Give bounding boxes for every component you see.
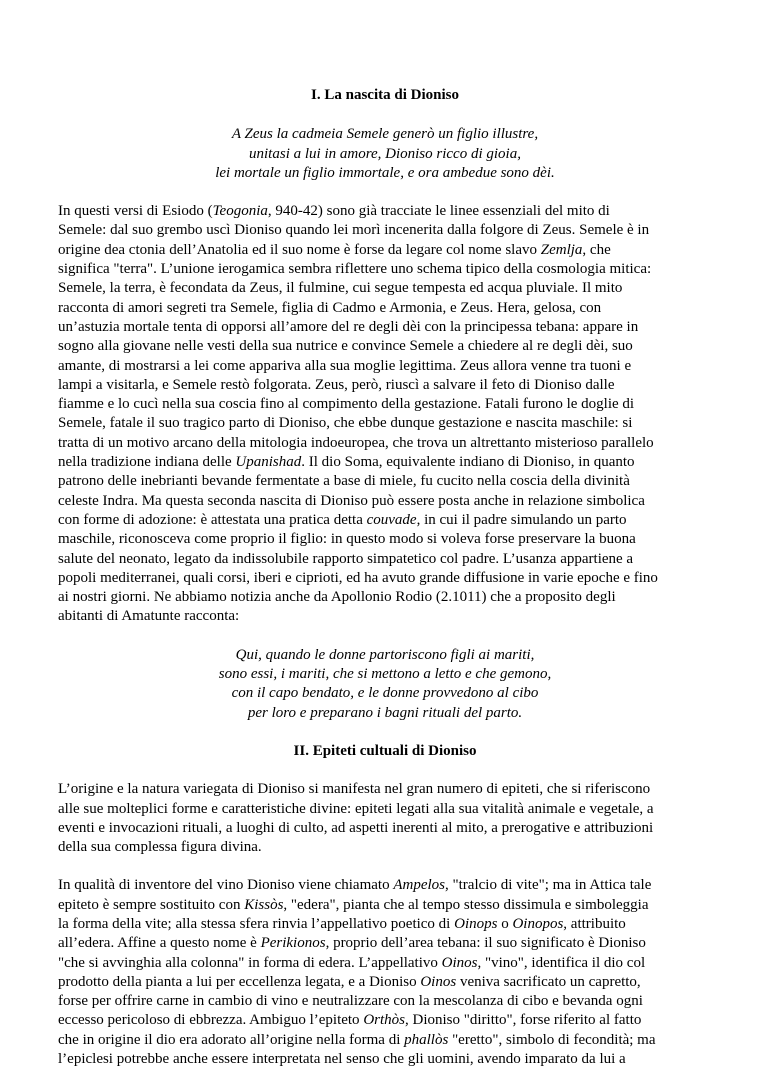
text-line: forse per offrire carne in cambio di vino e neutralizzare con la mescolanza di cibo e bevanda ogni	[58, 993, 643, 1010]
text-line: salute del neonato, legato da indissolubile rapporto simpatetico col padre. L’usanza appartiene a	[58, 550, 634, 567]
hesiod-verse	[58, 125, 712, 183]
text-line: Semele, la terra, è fecondata da Zeus, il fulmine, cui segue tempesta ed acqua pluviale. Il mito	[58, 280, 623, 297]
verse-line: per loro e preparano i bagni rituali del parto.	[247, 704, 523, 721]
verse-line: lei mortale un figlio immortale, e ora ambedue sono dèi.	[215, 164, 555, 181]
text-line: epiteto è sempre sostituito con Kissòs, "edera", pianta che al tempo stesso dissimula e simboleggia	[58, 896, 649, 913]
section-2-title: II. Epiteti cultuali di Dioniso	[293, 742, 477, 759]
section-2-paragraph-1	[58, 780, 712, 857]
text-line: popoli mediterranei, quali corsi, iberi e ciprioti, ed ha avuto grande diffusione in varie epoche e fino	[58, 569, 658, 586]
text-line: abitanti di Amatunte racconta:	[58, 608, 240, 625]
verse-line: A Zeus la cadmeia Semele generò un figlio illustre,	[231, 126, 539, 143]
section-2-paragraph-2	[58, 876, 712, 1069]
text-line: celeste Indra. Ma questa seconda nascita di Dioniso può essere posta anche in relazione simbolica	[58, 492, 645, 509]
text-line: un’astuzia mortale tenta di opporsi all’amore del re degli dèi con la principessa tebana: appare in	[58, 318, 639, 335]
text-line: Semele, fatale il suo tragico parto di Dioniso, che ebbe dunque gestazione e nascita maschile: si	[58, 415, 633, 432]
text-line: patrono delle inebrianti bevande fermentate a base di miele, fu cucito nella coscia della divinità	[58, 473, 630, 490]
text-line: racconta di amori segreti tra Semele, figlia di Cadmo e Armonia, e Zeus. Hera, gelosa, con	[58, 299, 602, 316]
verse-line: Qui, quando le donne partoriscono figli ai mariti,	[235, 646, 535, 663]
section-1-paragraph	[58, 202, 712, 627]
text-line: tratta di un motivo arcano della mitologia indoeuropea, che trova un altrettanto misterioso parallelo	[58, 434, 654, 451]
text-line: eventi e invocazioni rituali, a luoghi di culto, ad aspetti inerenti al mito, a prerogative e attribuzioni	[58, 819, 654, 836]
text-line: nella tradizione indiana delle Upanishad. Il dio Soma, equivalente indiano di Dioniso, in quanto	[58, 454, 635, 471]
text-line: maschile, riconosceva come proprio il figlio: in questo modo si voleva forse preservare la buona	[58, 531, 636, 548]
verse-line: sono essi, i mariti, che si mettono a letto e che gemono,	[218, 666, 552, 683]
text-line: con forme di adozione: è attestata una pratica detta couvade, in cui il padre simulando un parto	[58, 511, 627, 528]
text-line: "che si avvinghia alla colonna" in forma di edera. L’appellativo Oinos, "vino", identifica il dio col	[58, 954, 646, 971]
text-line: prodotto della pianta a lui per eccellenza legata, e a Dioniso Oinos veniva sacrificato un capretto,	[58, 973, 641, 990]
text-line: significa "terra". L’unione ierogamica sembra riflettere uno schema tipico della cosmologia mitica:	[58, 261, 652, 278]
text-line: della sua complessa figura divina.	[58, 839, 262, 856]
text-line: L’origine e la natura variegata di Dioniso si manifesta nel gran numero di epiteti, che si riferiscono	[58, 781, 651, 798]
verse-line: con il capo bendato, e le donne provvedono al cibo	[231, 685, 539, 702]
text-line: l’epiclesi potrebbe anche essere interpretata nel senso che gli uomini, avendo imparato da lui a	[58, 1051, 626, 1068]
text-line: all’edera. Affine a questo nome è Perikionos, proprio dell’area tebana: il suo significato è Dioniso	[58, 935, 646, 952]
text-line: che in origine il dio era adorato all’origine nella forma di phallòs "eretto", simbolo di fecondità; ma	[58, 1031, 656, 1048]
text-line: sogno alla giovane nelle vesti della sua nutrice e convince Semele a chiedere al re degli dèi, suo	[58, 338, 633, 355]
text-line: ai nostri giorni. Ne abbiamo notizia anche da Apollonio Rodio (2.1011) che a proposito degli	[58, 589, 616, 606]
verse-line: unitasi a lui in amore, Dioniso ricco di gioia,	[249, 145, 521, 162]
text-line: origine dea ctonia dell’Anatolia ed il suo nome è forse da legare col nome slavo Zemlja, che	[58, 241, 611, 258]
text-line: amante, di mostrarsi a lei come appariva alla sua moglie legittima. Zeus allora venne tra tuoni e	[58, 357, 632, 374]
apollonius-verse	[58, 646, 712, 723]
text-line: la forma della vite; alla stessa sfera rinvia l’appellativo poetico di Oinops o Oinopos, attribuito	[58, 915, 626, 932]
text-line: In questi versi di Esiodo (Teogonia, 940-42) sono già tracciate le linee essenziali del mito di	[58, 203, 610, 220]
text-line: lampi a visitarla, e Semele restò folgorata. Zeus, però, riuscì a salvare il feto di Dioniso dalle	[58, 376, 615, 393]
text-line: alle sue molteplici forme e caratteristiche divine: epiteti legati alla sua vitalità animale e vegetale, a	[58, 800, 654, 817]
text-line: eccesso pericoloso di ebbrezza. Ambiguo l’epiteto Orthòs, Dioniso "diritto", forse riferito al fatto	[58, 1012, 642, 1029]
section-1-title: I. La nascita di Dioniso	[311, 87, 459, 103]
text-line: Semele: dal suo grembo uscì Dioniso quando lei morì incenerita dalla folgore di Zeus. Semele è in	[58, 222, 650, 239]
text-line: In qualità di inventore del vino Dioniso viene chiamato Ampelos, "tralcio di vite"; ma in Attica tale	[58, 877, 652, 894]
text-line: fiamme e lo cucì nella sua coscia fino al compimento della gestazione. Fatali furono le doglie di	[58, 396, 635, 413]
